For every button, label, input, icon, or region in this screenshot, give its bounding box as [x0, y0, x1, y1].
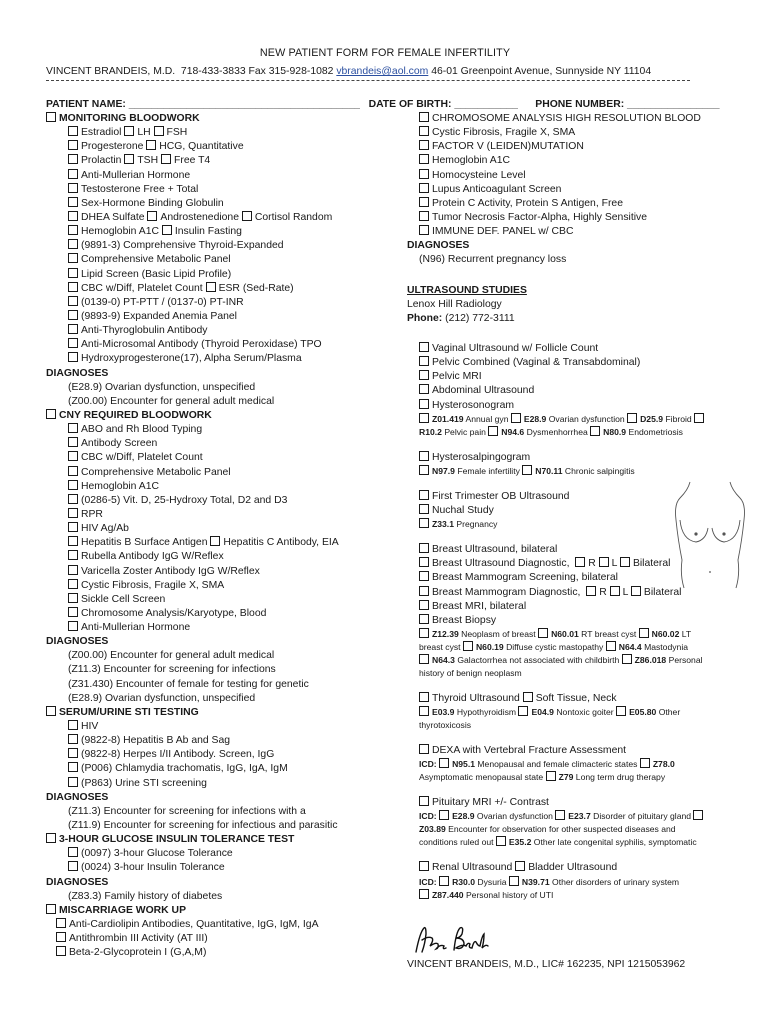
- list-item: Pituitary MRI +/- Contrast: [407, 796, 707, 810]
- checkbox[interactable]: [419, 211, 429, 221]
- checkbox[interactable]: [161, 154, 171, 164]
- checkbox[interactable]: [46, 833, 56, 843]
- list-item: Thyroid Ultrasound Soft Tissue, Neck: [407, 692, 707, 706]
- list-item: First Trimester OB Ultrasound: [407, 490, 707, 504]
- checkbox[interactable]: [68, 154, 78, 164]
- checkbox[interactable]: [693, 810, 703, 820]
- checkbox[interactable]: [419, 169, 429, 179]
- icd-line: E03.9 Hypothyroidism E04.9 Nontoxic goiter E05.80 Other: [407, 706, 707, 719]
- checkbox[interactable]: [68, 565, 78, 575]
- checkbox[interactable]: [68, 268, 78, 278]
- checkbox[interactable]: [68, 579, 78, 589]
- signature-image: [412, 922, 492, 958]
- checkbox[interactable]: [68, 734, 78, 744]
- checkbox[interactable]: [419, 356, 429, 366]
- section-heading: SERUM/URINE STI TESTING: [46, 706, 339, 720]
- list-item: Hepatitis B Surface Antigen Hepatitis C Antibody, EIA: [46, 536, 339, 550]
- list-item: ABO and Rh Blood Typing: [46, 423, 339, 437]
- checkbox[interactable]: [419, 465, 429, 475]
- list-item: Vaginal Ultrasound w/ Follicle Count: [407, 342, 707, 356]
- checkbox[interactable]: [68, 480, 78, 490]
- list-item: Antibody Screen: [46, 437, 339, 451]
- icd-line: N97.9 Female infertility N70.11 Chronic salpingitis: [407, 465, 707, 478]
- checkbox[interactable]: [68, 466, 78, 476]
- checkbox[interactable]: [463, 641, 473, 651]
- list-item: CBC w/Diff, Platelet Count: [46, 451, 339, 465]
- checkbox[interactable]: [68, 239, 78, 249]
- checkbox[interactable]: [586, 586, 596, 596]
- list-item: Anti-Mullerian Hormone: [46, 621, 339, 635]
- checkbox[interactable]: [419, 614, 429, 624]
- spacer: [407, 849, 707, 861]
- icd-line: breast cyst N60.19 Diffuse cystic mastopathy N64.4 Mastodynia: [419, 641, 689, 652]
- list-item: (0139-0) PT-PTT / (0137-0) PT-INR: [46, 296, 339, 310]
- diagnosis-item: (Z00.00) Encounter for general adult medical: [68, 650, 275, 662]
- checkbox[interactable]: [419, 370, 429, 380]
- diagnosis-item: (N96) Recurrent pregnancy loss: [419, 254, 567, 266]
- checkbox[interactable]: [640, 758, 650, 768]
- list-item: Beta-2-Glycoprotein I (G,A,M): [46, 946, 339, 960]
- facility-name: Lenox Hill Radiology: [407, 298, 502, 310]
- list-item: Comprehensive Metabolic Panel: [46, 466, 339, 480]
- ultrasound-heading: ULTRASOUND STUDIES: [407, 284, 527, 296]
- checkbox[interactable]: [419, 654, 429, 664]
- checkbox[interactable]: [68, 253, 78, 263]
- checkbox[interactable]: [68, 169, 78, 179]
- checkbox[interactable]: [419, 706, 429, 716]
- dob-field[interactable]: DATE OF BIRTH: ___________: [368, 99, 518, 110]
- list-item: Chromosome Analysis/Karyotype, Blood: [46, 607, 339, 621]
- checkbox[interactable]: [46, 706, 56, 716]
- checkbox[interactable]: [419, 889, 429, 899]
- checkbox[interactable]: [419, 126, 429, 136]
- checkbox[interactable]: [419, 399, 429, 409]
- list-item: (P006) Chlamydia trachomatis, IgG, IgA, IgM: [46, 762, 339, 776]
- checkbox[interactable]: [68, 324, 78, 334]
- list-item: Breast Biopsy: [407, 614, 707, 628]
- left-column: [46, 112, 339, 960]
- divider: [46, 80, 690, 81]
- checkbox[interactable]: [627, 413, 637, 423]
- icd-line: Z33.1 Pregnancy: [407, 518, 707, 531]
- list-item: Cystic Fibrosis, Fragile X, SMA: [407, 126, 707, 140]
- list-item: Abdominal Ultrasound: [407, 384, 707, 398]
- list-item: Breast Ultrasound Diagnostic, R L Bilateral: [407, 557, 707, 571]
- icd-line: Z12.39 Neoplasm of breast N60.01 RT breast cyst N60.02 LT: [407, 628, 707, 641]
- list-item: (9822-8) Herpes I/II Antibody. Screen, IgG: [46, 748, 339, 762]
- diagnosis-item: (Z11.3) Encounter for screening for infections with a: [68, 805, 306, 817]
- list-item: FACTOR V (LEIDEN)MUTATION: [407, 140, 707, 154]
- checkbox[interactable]: [46, 904, 56, 914]
- list-item: Tumor Necrosis Factor-Alpha, Highly Sensitive: [407, 211, 707, 225]
- checkbox[interactable]: [631, 586, 641, 596]
- list-item: HIV Ag/Ab: [46, 522, 339, 536]
- patient-name-field[interactable]: PATIENT NAME: ________________________________________: [46, 99, 360, 110]
- spacer: [407, 439, 707, 451]
- diagnosis-item: (Z31.430) Encounter of female for testing for genetic: [68, 678, 309, 690]
- facility-phone: Phone: (212) 772-3111: [407, 312, 515, 324]
- diagnosis-item: (E28.9) Ovarian dysfunction, unspecified: [68, 692, 256, 704]
- checkbox[interactable]: [68, 522, 78, 532]
- provider-phone-fax: 718-433-3833 Fax 315-928-1082: [180, 66, 334, 77]
- checkbox[interactable]: [206, 282, 216, 292]
- checkbox[interactable]: [419, 744, 429, 754]
- section-heading: MISCARRIAGE WORK UP: [46, 904, 339, 918]
- list-item: CHROMOSOME ANALYSIS HIGH RESOLUTION BLOOD: [407, 112, 707, 126]
- icd-line: Z03.89 Encounter for observation for other suspected diseases and: [419, 824, 676, 835]
- checkbox[interactable]: [575, 557, 585, 567]
- provider-name: VINCENT BRANDEIS, M.D.: [46, 66, 176, 77]
- checkbox[interactable]: [622, 654, 632, 664]
- checkbox[interactable]: [46, 112, 56, 122]
- list-item: Breast Mammogram Screening, bilateral: [407, 571, 707, 585]
- checkbox[interactable]: [68, 197, 78, 207]
- diagnoses-heading: DIAGNOSES: [46, 791, 109, 803]
- icd-line: Z87.440 Personal history of UTI: [407, 889, 707, 902]
- spacer: [407, 531, 707, 543]
- checkbox[interactable]: [419, 342, 429, 352]
- checkbox[interactable]: [68, 126, 78, 136]
- list-item: Rubella Antibody IgG W/Reflex: [46, 550, 339, 564]
- icd-line: ICD: E28.9 Ovarian dysfunction E23.7 Disorder of pituitary gland: [407, 810, 707, 823]
- list-item: (0286-5) Vit. D, 25-Hydroxy Total, D2 and D3: [46, 494, 339, 508]
- checkbox[interactable]: [68, 536, 78, 546]
- checkbox[interactable]: [68, 861, 78, 871]
- icd-line: N64.3 Galactorrhea not associated with childbirth Z86.018 Personal: [407, 654, 707, 667]
- list-item: RPR: [46, 508, 339, 522]
- checkbox[interactable]: [509, 876, 519, 886]
- list-item: Testosterone Free + Total: [46, 183, 339, 197]
- list-item: (P863) Urine STI screening: [46, 777, 339, 791]
- checkbox[interactable]: [154, 126, 164, 136]
- list-item: Anti-Microsomal Antibody (Thyroid Peroxidase) TPO: [46, 338, 339, 352]
- list-item: Progesterone HCG, Quantitative: [46, 140, 339, 154]
- right-column: [407, 112, 707, 902]
- spacer: [407, 268, 707, 284]
- checkbox[interactable]: [515, 861, 525, 871]
- checkbox[interactable]: [68, 720, 78, 730]
- breast-diagram-image: [670, 480, 750, 590]
- list-item: Breast Ultrasound, bilateral: [407, 543, 707, 557]
- list-item: Anti-Cardiolipin Antibodies, Quantitative, IgG, IgM, IgA: [46, 918, 339, 932]
- checkbox[interactable]: [419, 557, 429, 567]
- list-item: Comprehensive Metabolic Panel: [46, 253, 339, 267]
- diagnosis-item: (Z11.9) Encounter for screening for infectious and parasitic: [68, 820, 338, 832]
- checkbox[interactable]: [616, 706, 626, 716]
- checkbox[interactable]: [555, 810, 565, 820]
- checkbox[interactable]: [146, 140, 156, 150]
- checkbox[interactable]: [606, 641, 616, 651]
- checkbox[interactable]: [419, 571, 429, 581]
- list-item: Lipid Screen (Basic Lipid Profile): [46, 268, 339, 282]
- checkbox[interactable]: [68, 225, 78, 235]
- checkbox[interactable]: [496, 836, 506, 846]
- checkbox[interactable]: [694, 413, 704, 423]
- checkbox[interactable]: [419, 796, 429, 806]
- checkbox[interactable]: [68, 593, 78, 603]
- signature-caption: VINCENT BRANDEIS, M.D., LIC# 162235, NPI 1215053962: [407, 959, 686, 970]
- checkbox[interactable]: [68, 282, 78, 292]
- checkbox[interactable]: [147, 211, 157, 221]
- checkbox[interactable]: [419, 543, 429, 553]
- checkbox[interactable]: [210, 536, 220, 546]
- icd-line: thyrotoxicosis: [419, 720, 472, 731]
- list-item: Hysterosonogram: [407, 399, 707, 413]
- checkbox[interactable]: [610, 586, 620, 596]
- checkbox[interactable]: [68, 777, 78, 787]
- checkbox[interactable]: [56, 932, 66, 942]
- provider-header: [46, 66, 651, 77]
- list-item: Hemoglobin A1C: [407, 154, 707, 168]
- checkbox[interactable]: [419, 490, 429, 500]
- list-item: Estradiol LH FSH: [46, 126, 339, 140]
- checkbox[interactable]: [68, 451, 78, 461]
- checkbox[interactable]: [68, 352, 78, 362]
- list-item: Breast Mammogram Diagnostic, R L Bilateral: [407, 586, 707, 600]
- checkbox[interactable]: [68, 183, 78, 193]
- checkbox[interactable]: [419, 518, 429, 528]
- list-item: Anti-Thyroglobulin Antibody: [46, 324, 339, 338]
- checkbox[interactable]: [439, 876, 449, 886]
- checkbox[interactable]: [124, 154, 134, 164]
- checkbox[interactable]: [419, 504, 429, 514]
- patient-info-line: [46, 99, 720, 110]
- spacer: [407, 680, 707, 692]
- checkbox[interactable]: [419, 140, 429, 150]
- checkbox[interactable]: [68, 748, 78, 758]
- checkbox[interactable]: [419, 154, 429, 164]
- checkbox[interactable]: [68, 847, 78, 857]
- checkbox[interactable]: [162, 225, 172, 235]
- list-item: Hemoglobin A1C Insulin Fasting: [46, 225, 339, 239]
- list-item: Breast MRI, bilateral: [407, 600, 707, 614]
- checkbox[interactable]: [620, 557, 630, 567]
- list-item: Pelvic MRI: [407, 370, 707, 384]
- list-item: Prolactin TSH Free T4: [46, 154, 339, 168]
- section-heading: MONITORING BLOODWORK: [46, 112, 339, 126]
- checkbox[interactable]: [68, 140, 78, 150]
- spacer: [407, 326, 707, 342]
- checkbox[interactable]: [124, 126, 134, 136]
- spacer: [407, 732, 707, 744]
- checkbox[interactable]: [419, 183, 429, 193]
- checkbox[interactable]: [68, 508, 78, 518]
- list-item: (0097) 3-hour Glucose Tolerance: [46, 847, 339, 861]
- list-item: DEXA with Vertebral Fracture Assessment: [407, 744, 707, 758]
- checkbox[interactable]: [68, 423, 78, 433]
- provider-email-link[interactable]: vbrandeis@aol.com: [336, 66, 429, 77]
- checkbox[interactable]: [68, 607, 78, 617]
- checkbox[interactable]: [56, 946, 66, 956]
- diagnoses-heading: DIAGNOSES: [407, 240, 470, 252]
- list-item: Sex-Hormone Binding Globulin: [46, 197, 339, 211]
- list-item: CBC w/Diff, Platelet Count ESR (Sed-Rate): [46, 282, 339, 296]
- diagnoses-heading: DIAGNOSES: [46, 876, 109, 888]
- checkbox[interactable]: [242, 211, 252, 221]
- checkbox[interactable]: [419, 197, 429, 207]
- checkbox[interactable]: [68, 762, 78, 772]
- checkbox[interactable]: [439, 758, 449, 768]
- checkbox[interactable]: [439, 810, 449, 820]
- form-title: NEW PATIENT FORM FOR FEMALE INFERTILITY: [259, 47, 511, 59]
- phone-field[interactable]: PHONE NUMBER: ________________: [535, 99, 720, 110]
- checkbox[interactable]: [46, 409, 56, 419]
- icd-line: R10.2 Pelvic pain N94.6 Dysmenhorrhea N80.9 Endometriosis: [419, 426, 683, 437]
- list-item: Hemoglobin A1C: [46, 480, 339, 494]
- list-item: Nuchal Study: [407, 504, 707, 518]
- checkbox[interactable]: [68, 494, 78, 504]
- list-item: Hysterosalpingogram: [407, 451, 707, 465]
- checkbox[interactable]: [419, 692, 429, 702]
- checkbox[interactable]: [419, 861, 429, 871]
- checkbox[interactable]: [546, 771, 556, 781]
- list-item: Anti-Mullerian Hormone: [46, 169, 339, 183]
- list-item: Pelvic Combined (Vaginal & Transabdominal): [407, 356, 707, 370]
- checkbox[interactable]: [419, 586, 429, 596]
- checkbox[interactable]: [590, 426, 600, 436]
- checkbox[interactable]: [511, 413, 521, 423]
- icd-line: ICD: R30.0 Dysuria N39.71 Other disorders of urinary system: [419, 876, 680, 887]
- checkbox[interactable]: [419, 628, 429, 638]
- spacer: [407, 784, 707, 796]
- list-item: Cystic Fibrosis, Fragile X, SMA: [46, 579, 339, 593]
- section-heading: 3-HOUR GLUCOSE INSULIN TOLERANCE TEST: [46, 833, 339, 847]
- diagnoses-heading: DIAGNOSES: [46, 367, 109, 379]
- checkbox[interactable]: [522, 465, 532, 475]
- list-item: (9891-3) Comprehensive Thyroid-Expanded: [46, 239, 339, 253]
- list-item: Homocysteine Level: [407, 169, 707, 183]
- spacer: [407, 478, 707, 490]
- diagnosis-item: (Z11.3) Encounter for screening for infections: [68, 664, 276, 676]
- icd-line: history of benign neoplasm: [419, 667, 522, 678]
- list-item: Antithrombin III Activity (AT III): [46, 932, 339, 946]
- checkbox[interactable]: [538, 628, 548, 638]
- diagnosis-item: (Z00.00) Encounter for general adult medical: [68, 395, 275, 407]
- checkbox[interactable]: [68, 621, 78, 631]
- checkbox[interactable]: [68, 296, 78, 306]
- diagnosis-item: (Z83.3) Family history of diabetes: [68, 890, 223, 902]
- icd-line: Asymptomatic menopausal state Z79 Long term drug therapy: [419, 772, 666, 783]
- list-item: (9822-8) Hepatitis B Ab and Sag: [46, 734, 339, 748]
- checkbox[interactable]: [419, 384, 429, 394]
- list-item: Lupus Anticoagulant Screen: [407, 183, 707, 197]
- checkbox[interactable]: [68, 310, 78, 320]
- checkbox[interactable]: [599, 557, 609, 567]
- checkbox[interactable]: [419, 413, 429, 423]
- checkbox[interactable]: [523, 692, 533, 702]
- checkbox[interactable]: [68, 437, 78, 447]
- provider-address: 46-01 Greenpoint Avenue, Sunnyside NY 11104: [431, 66, 652, 77]
- list-item: Hydroxyprogesterone(17), Alpha Serum/Plasma: [46, 352, 339, 366]
- checkbox[interactable]: [56, 918, 66, 928]
- checkbox[interactable]: [518, 706, 528, 716]
- icd-line: ICD: N95.1 Menopausal and female climacteric states Z78.0: [419, 759, 675, 770]
- list-item: Renal Ultrasound Bladder Ultrasound: [407, 861, 707, 875]
- list-item: HIV: [46, 720, 339, 734]
- checkbox[interactable]: [488, 426, 498, 436]
- icd-line: conditions ruled out E35.2 Other late congenital syphilis, symptomatic: [419, 837, 697, 848]
- checkbox[interactable]: [419, 225, 429, 235]
- checkbox[interactable]: [68, 550, 78, 560]
- list-item: Varicella Zoster Antibody IgG W/Reflex: [46, 565, 339, 579]
- list-item: Protein C Activity, Protein S Antigen, Free: [407, 197, 707, 211]
- diagnosis-item: (E28.9) Ovarian dysfunction, unspecified: [68, 381, 256, 393]
- diagnoses-heading: DIAGNOSES: [46, 636, 109, 648]
- list-item: (0024) 3-hour Insulin Tolerance: [46, 861, 339, 875]
- checkbox[interactable]: [419, 451, 429, 461]
- section-heading: CNY REQUIRED BLOODWORK: [46, 409, 339, 423]
- checkbox[interactable]: [639, 628, 649, 638]
- checkbox[interactable]: [68, 338, 78, 348]
- list-item: DHEA Sulfate Androstenedione Cortisol Random: [46, 211, 339, 225]
- list-item: (9893-9) Expanded Anemia Panel: [46, 310, 339, 324]
- list-item: Sickle Cell Screen: [46, 593, 339, 607]
- checkbox[interactable]: [419, 600, 429, 610]
- list-item: IMMUNE DEF. PANEL w/ CBC: [407, 225, 707, 239]
- checkbox[interactable]: [68, 211, 78, 221]
- checkbox[interactable]: [419, 112, 429, 122]
- icd-line: Z01.419 Annual gyn E28.9 Ovarian dysfunction D25.9 Fibroid: [407, 413, 707, 426]
